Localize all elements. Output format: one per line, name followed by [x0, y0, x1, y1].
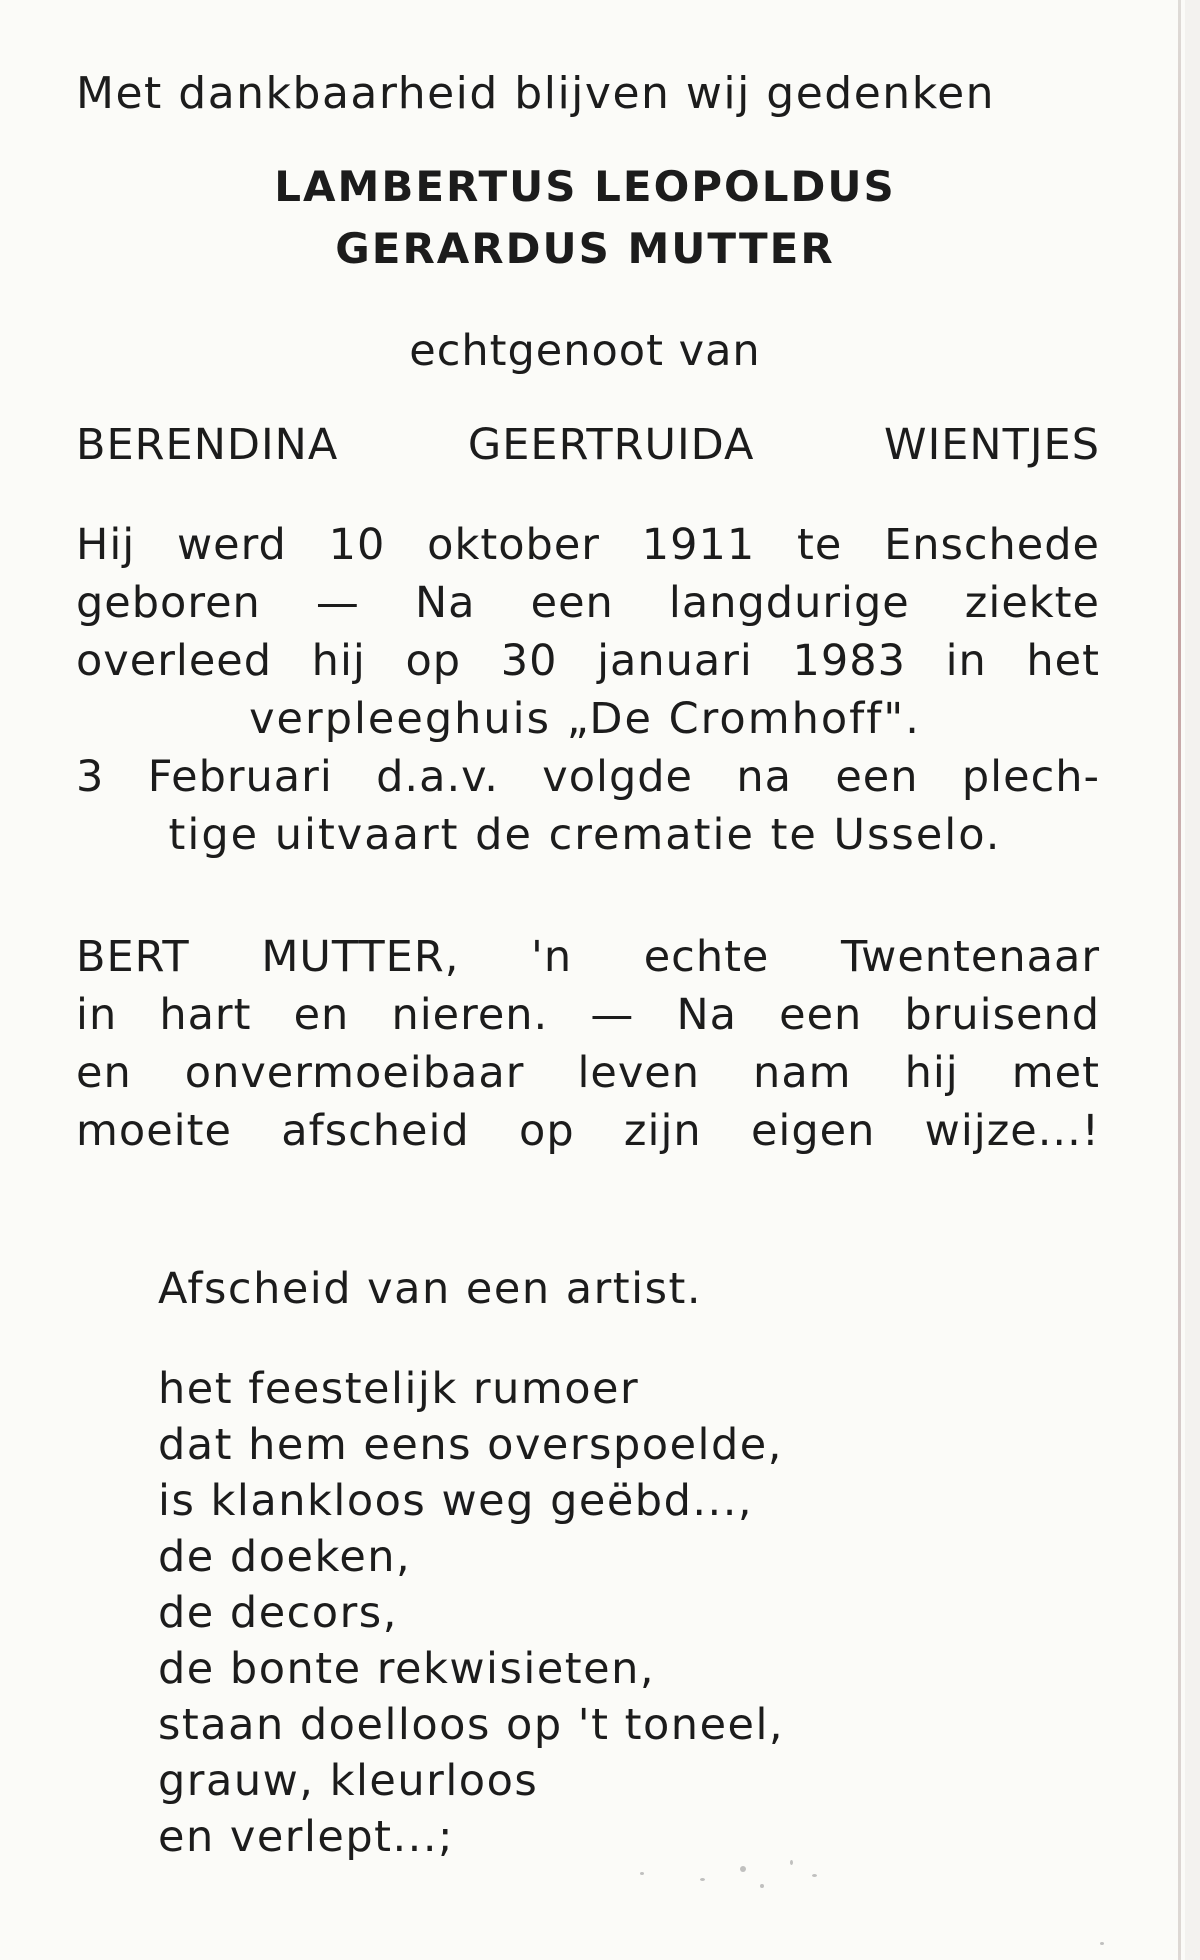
print-speck: [740, 1866, 746, 1872]
bio-line: Hij werd 10 oktober 1911 te Enschede: [76, 520, 1100, 570]
poem-line: dat hem eens overspoelde,: [158, 1420, 783, 1470]
poem-line: grauw, kleurloos: [158, 1756, 539, 1806]
deceased-name-line-2: GERARDUS MUTTER: [335, 224, 835, 273]
spouse-intro: echtgenoot van: [409, 326, 761, 376]
print-speck: [1100, 1942, 1104, 1945]
poem-line: de decors,: [158, 1588, 398, 1638]
card-edge-line: [1178, 0, 1181, 1960]
tribute-line: in hart en nieren. — Na een bruisend: [76, 990, 1100, 1040]
spouse-name: BERENDINA GEERTRUIDA WIENTJES: [76, 420, 1100, 470]
poem-line: staan doelloos op 't toneel,: [158, 1700, 785, 1750]
tribute-line: en onvermoeibaar leven nam hij met: [76, 1048, 1100, 1098]
print-speck: [812, 1874, 817, 1877]
print-speck: [790, 1860, 793, 1865]
poem-line: en verlept...;: [158, 1812, 455, 1862]
print-speck: [760, 1884, 764, 1888]
poem-line: is klankloos weg geëbd...,: [158, 1476, 754, 1526]
tribute-line: BERT MUTTER, 'n echte Twentenaar: [76, 932, 1100, 982]
poem-line: de bonte rekwisieten,: [158, 1644, 656, 1694]
poem-title: Afscheid van een artist.: [158, 1264, 703, 1314]
bio-line: tige uitvaart de crematie te Usselo.: [168, 810, 1002, 860]
bio-line: geboren — Na een langdurige ziekte: [76, 578, 1100, 628]
tribute-line: moeite afscheid op zijn eigen wijze...!: [76, 1106, 1100, 1156]
bio-line: 3 Februari d.a.v. volgde na een plech-: [76, 752, 1100, 802]
deceased-name-line-1: LAMBERTUS LEOPOLDUS: [274, 162, 896, 211]
poem-line: het feestelijk rumoer: [158, 1364, 640, 1414]
print-speck: [640, 1872, 644, 1875]
card-edge-margin: [1185, 0, 1200, 1960]
print-speck: [700, 1878, 705, 1881]
intro-line: Met dankbaarheid blijven wij gedenken: [76, 68, 996, 119]
poem-line: de doeken,: [158, 1532, 412, 1582]
bio-line: verpleeghuis „De Cromhoff".: [249, 694, 921, 744]
bio-line: overleed hij op 30 januari 1983 in het: [76, 636, 1100, 686]
